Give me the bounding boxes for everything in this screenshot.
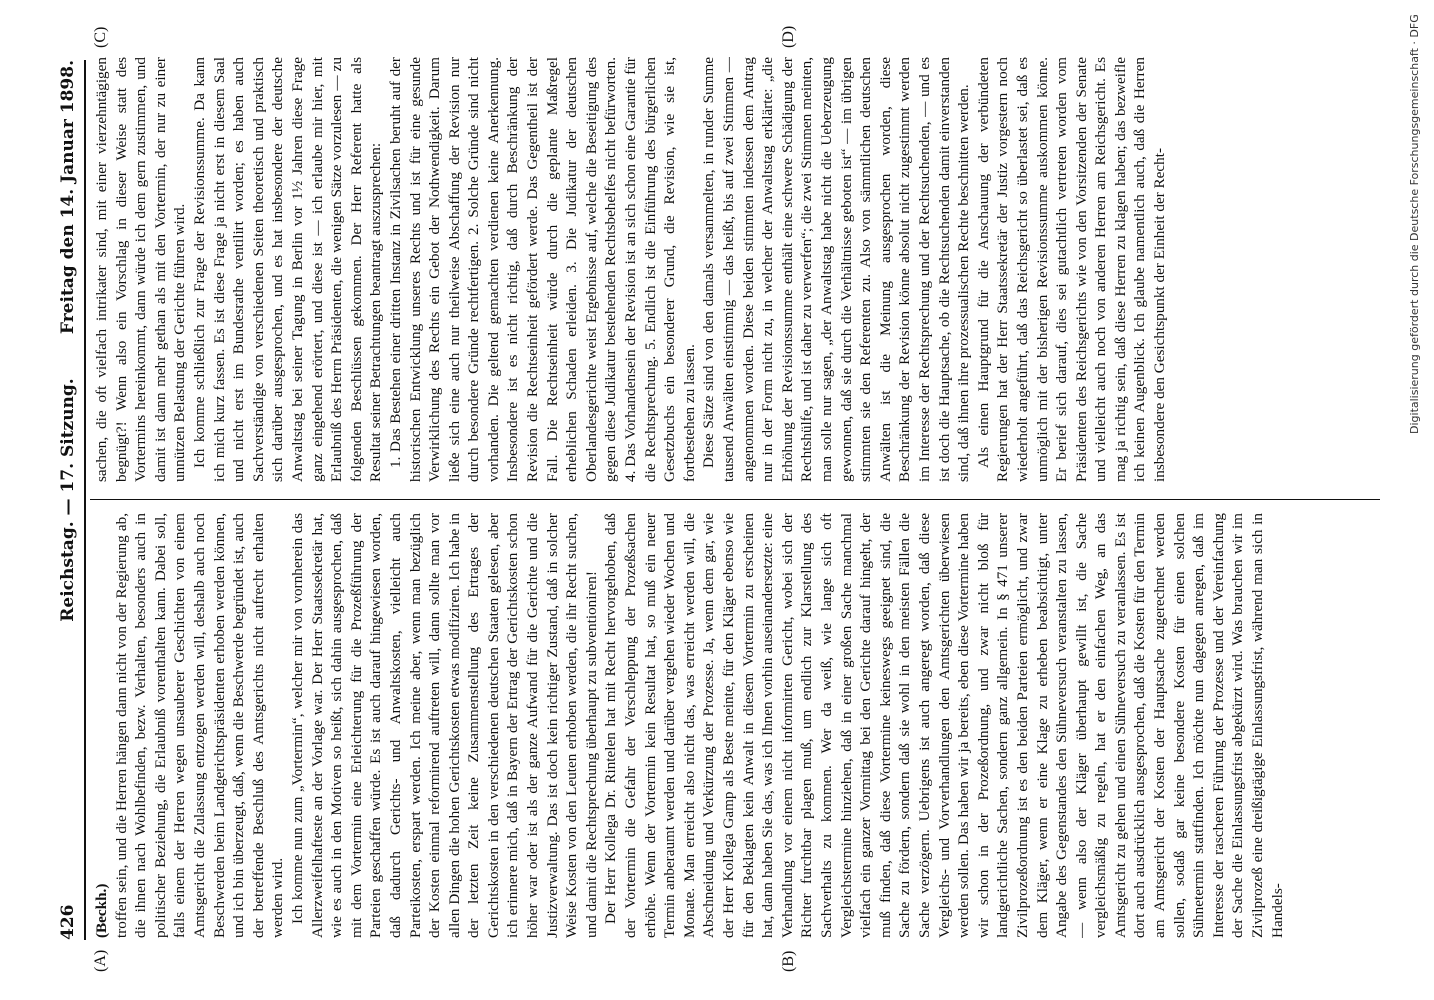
numbered-resolutions: 1. Das Bestehen einer dritten Instanz in Zivilsachen beruht auf der historischen Entwicklung unseres Rechts und ist für eine gesunde Verwirklichung des Rechts ein Gebot der Nothwendigkeit. Darum ließe sich eine auch nur theilweise Abschaffung der Revision nur durch besondere Gründe rechtfertigen. 2. Solche Gründe sind nicht vorhanden. Die geltend gemachten verdienen keine Anerkennung. Insbesondere ist es nicht richtig, daß durch Beschränkung der Revision die Rechtseinheit gefördert werde. Das Gegentheil ist der Fall. Die Rechtseinheit würde durch die geplante Maßregel erheblichen Schaden erleiden. 3. Die Judikatur der deutschen Oberlandesgerichte weist Ergebnisse auf, welche die Beseitigung des gegen diese Judikatur bestehenden Rechtsbehelfes nicht befürworten. 4. Das Vorhandensein der Revision ist an sich schon eine Garantie für die Rechtsprechung. 5. Endlich ist die Einführung des bürgerlichen Gesetzbuchs ein besonderer Grund, die Revision, wie sie ist, fortbestehen zu lassen. bbox=[386, 57, 698, 482]
page-number: 426 bbox=[58, 904, 78, 940]
margin-marker-a: (A) bbox=[92, 949, 109, 972]
page-header bbox=[58, 60, 80, 940]
paragraph: Diese Sätze sind von den damals versammelten, in runder Summe tausend Anwälten einstimmig — das heißt, bis auf zwei Stimmen — angenommen worden. Diese beiden stimmten indessen dem Antrag nur in der Form nicht zu, in welcher der Anwaltstag erklärte: „die Erhöhung der Revisionssumme enthält eine schwere Schädigung der Rechtshülfe, und ist daher zu verwerfen“; die zwei Stimmen meinten, man solle nur sagen, „der Anwaltstag habe nicht die Ueberzeugung gewonnen, daß sie durch die Verhältnisse geboten ist“ — im übrigen stimmten sie den Referenten zu. Also von sämmtlichen deutschen Anwälten ist die Meinung ausgesprochen worden, diese Beschränkung der Revision könne absolut nicht zugestimmt werden im Interesse der Rechtsprechung und der Rechtsuchenden, — und es ist doch die Hauptsache, ob die Rechtsuchenden damit einverstanden sind, daß ihnen ihre prozessualischen Rechte beschnitten werden. bbox=[700, 57, 973, 482]
margin-marker-d: (D) bbox=[780, 25, 797, 48]
paragraph: Der Herr Kollega Dr. Rintelen hat mit Recht hervorgehoben, daß der Vortermin die Gefahr der Verschleppung der Prozeßsachen erhöhe. Wenn der Vortermin kein Resultat hat, so muß ein neuer Termin anberaumt werden und darüber vergehen wieder Wochen und Monate. Man erreicht also nicht das, was erreicht werden will, die Abschneidung und Verkürzung der Prozesse. Ja, wenn dem gar, wie der Herr Kollega Gamp als Beste meinte, für den Kläger ebenso wie für den Beklagten kein Anwalt in diesem Vortermin zu erscheinen hat, dann haben Sie das, was ich Ihnen vorhin auseinandersetzte: eine Verhandlung vor einem nicht informirten Gericht, wobei sich der Richter furchtbar plagen muß, um endlich zur Klarstellung des Sachverhalts zu kommen. Wer da weiß, wie lange sich oft Vergleichstermine hinziehen, daß in einer großen Sache manchmal vielfach ein ganzer Vormittag bei den Gerichte darauf hingeht, der muß finden, daß diese Vortermine keineswegs geeignet sind, die Sache zu fördern, sondern daß sie wohl in den meisten Fällen die Sache verzögern. Uebrigens ist auch angeregt worden, daß diese Vergleichs- und Vorverhandlungen den Amtsgerichten überwiesen werden sollen. Das haben wir ja bereits, eben diese Vortermine haben wir schon in der Prozeßordnung, und zwar nicht bloß für landgerichtliche Sachen, sondern ganz allgemein. In § 471 unserer Zivilprozeßordnung ist es den beiden Parteien ermöglicht, und zwar dem Kläger, wenn er eine Klage zu erheben beabsichtigt, unter Angabe des Gegenstandes den Sühneversuch veranstalten zu lassen, — wenn also der Kläger überhaupt gewillt ist, die Sache vergleichsmäßig zu regeln, hat er den einfachen Weg, an das Amtsgericht zu gehen und einen Sühneversuch zu veranlassen. Es ist dort auch ausdrücklich ausgesprochen, daß die Kosten für den Termin am Amtsgericht der Kosten der Hauptsache zugerechnet werden sollen, sodaß gar keine besondere Kosten für einen solchen Sühnetermin stattfinden. Ich möchte nun dagegen anregen, daß im Interesse der rascheren Führung der Prozesse und der Vereinfachung der Sache die Einlassungsfrist abgekürzt wird. Was brauchen wir im Zivilprozeß eine dreißigtägige Einlassungsfrist, während man sich in Handels- bbox=[602, 513, 1286, 938]
speaker-name: (Beckh.) bbox=[93, 883, 110, 938]
paragraph: Ich komme nun zum „Vortermin“, welcher mir von vornherein das Allerzweifelhafteste an der Vorlage war. Der Herr Staatssekretär hat, wie es auch in den Motiven so heißt, sich dahin ausgesprochen, daß mit dem Vortermin eine Erleichterung für die Prozeßführung der Parteien geschaffen würde. Es ist auch darauf hingewiesen worden, daß dadurch Gerichts- und Anwaltskosten, vielleicht auch Parteikosten, erspart werden. Ich meine aber, wenn man bezüglich der Kosten einmal reformirend auftreten will, dann sollte man vor allen Dingen die hohen Gerichtskosten etwas modifiziren. Ich habe in der letzten Zeit keine Zusammenstellung des Ertrages der Gerichtskosten in den verschiedenen deutschen Staaten gelesen, aber ich erinnere mich, daß in Bayern der Ertrag der Gerichtskosten schon höher war oder ist als der ganze Aufwand für die Gerichte und die Justizverwaltung. Das ist doch kein richtiger Zustand, daß in solcher Weise Kosten von den Leuten erhoben werden, die ihr Recht suchen, und damit die Rechtsprechung überhaupt zu subventioniren! bbox=[288, 513, 600, 938]
margin-marker-c: (C) bbox=[92, 26, 109, 48]
left-column bbox=[92, 513, 1382, 938]
paragraph: sachen, die oft vielfach intrikater sind, mit einer vierzehntägigen begnügt?! Wenn also ein Vorschlag in dieser Weise statt des Vortermins hereinkommt, dann würde ich dem gern zustimmen, und damit ist dann mehr gethan als mit den Vortermin, der nur zu einer unnützen Belastung der Gerichte führen wird. bbox=[93, 57, 189, 482]
session-date: Freitag den 14. Januar 1898. bbox=[58, 60, 78, 335]
paragraph: Als einen Hauptgrund für die Anschauung der verbündeten Regierungen hat der Herr Staatssekretär der Justiz vorgestern noch wiederholt angeführt, daß das Reichsgericht so überlastet sei, daß es unmöglich mit der bisherigen Revisionssumme auskommen könne. Er berief sich darauf, dies sei gutachtlich vertreten worden vom Präsidenten des Reichsgerichts wie von den Vorsitzenden der Senate und vielleicht auch noch von anderen Herren am Reichsgericht. Es mag ja richtig sein, daß diese Herren zu klagen haben; das bezweifle ich keinen Augenblick. Ich glaube namentlich auch, daß die Herren insbesondere den Gesichtspunkt der Einheit der Recht- bbox=[974, 57, 1169, 482]
paragraph: troffen sein, und die Herren hängen dann nicht von der Regierung ab, die ihnen nach Wohlbefinden, bezw. Verhalten, besonders auch in politischer Beziehung, die Erlaubniß vorenthalten kann. Dabei soll, falls einem der Herren wegen unsauberer Geschichten von einem Amtsgericht die Zulassung entzogen werden will, deshalb auch noch Beschwerden beim Landgerichtspräsidenten erhoben werden können, und ich bin überzeugt, daß, wenn die Beschwerde begründet ist, auch der betreffende Beschluß des Amtsgerichts nicht aufrecht erhalten werden wird. bbox=[112, 513, 287, 938]
header-rule bbox=[84, 60, 86, 940]
digitization-credit: Digitalisierung gefördert durch die Deutsche Forschungsgemeinschaft · DFG bbox=[1408, 14, 1421, 434]
paragraph: Ich komme schließlich zur Frage der Revisionssumme. Da kann ich mich kurz fassen. Es ist diese Frage ja nicht erst in diesem Saal und nicht erst im Bundesrathe ventilirt worden; es haben auch Sachverständige von verschiedenen Seiten theoretisch und praktisch sich darüber ausgesprochen, und es hat insbesondere der deutsche Anwaltstag bei seiner Tagung in Berlin vor 1½ Jahren diese Frage ganz eingehend erörtert, und diese ist — ich erlaube mir hier, mit Erlaubniß des Herrn Präsidenten, die wenigen Sätze vorzulesen — zu folgenden Beschlüssen gekommen. Der Herr Referent hatte als Resultat seiner Betrachtungen beantragt auszusprechen: bbox=[190, 57, 385, 482]
column-divider bbox=[90, 499, 1380, 500]
session-title: Reichstag. — 17. Sitzung. bbox=[58, 378, 78, 622]
margin-marker-b: (B) bbox=[780, 950, 797, 972]
right-column bbox=[92, 57, 1382, 482]
